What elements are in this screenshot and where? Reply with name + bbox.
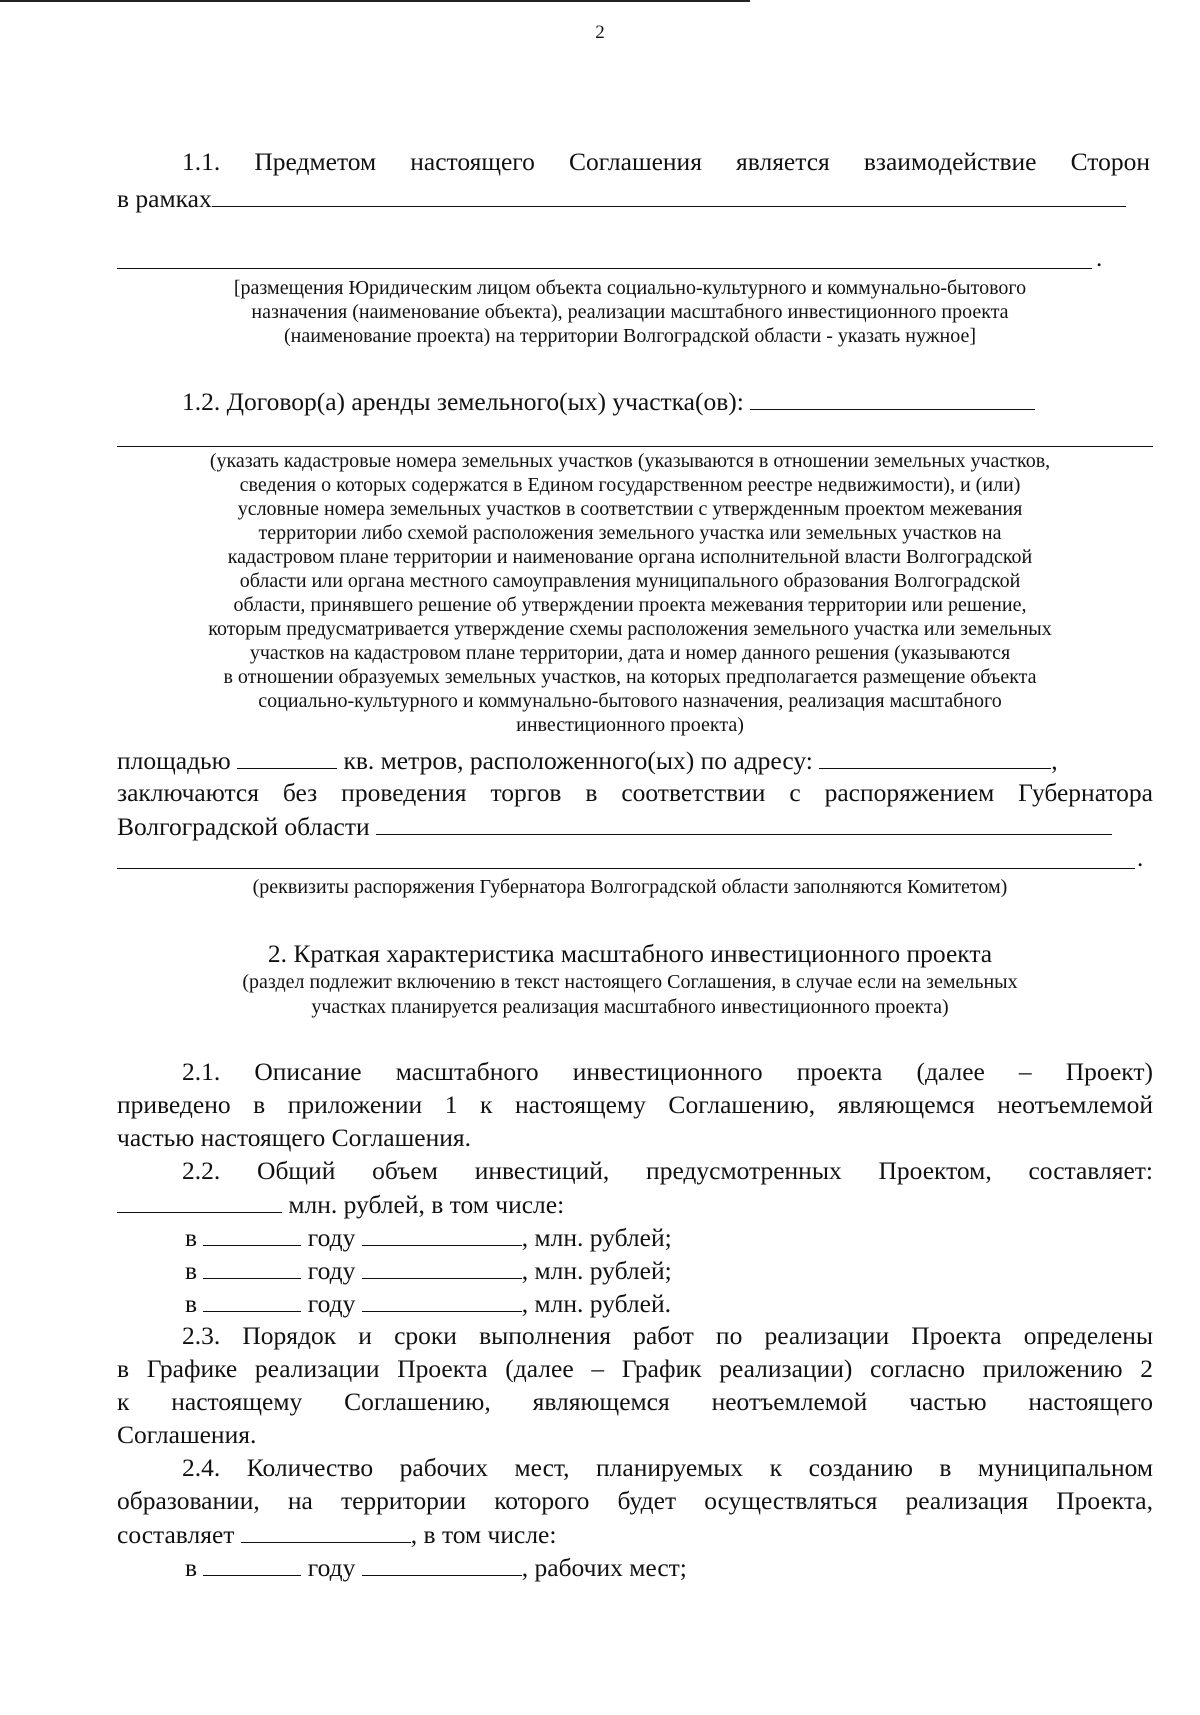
clause-1-2-label: 1.2. Договор(а) аренды земельного(ых) участка(ов):	[182, 387, 744, 416]
clause-1-1-note-line: (наименование проекта) на территории Волгоградской области - указать нужное]	[283, 325, 977, 347]
section-2-subtitle-line: (раздел подлежит включению в текст настоящего Соглашения, в случае если на земельных	[242, 971, 1018, 993]
address-blank[interactable]	[819, 744, 1051, 769]
v-tom-chisle-label: , в том числе:	[410, 1520, 557, 1549]
blank-line[interactable]	[117, 868, 1135, 869]
amount-blank[interactable]	[362, 1287, 522, 1312]
clause-2-4-line-3	[117, 1518, 556, 1551]
amount-blank[interactable]	[362, 1221, 522, 1246]
clause-2-3-line-3: к настоящему Соглашению, являющемся неотъемлемой частью настоящего	[117, 1387, 1153, 1416]
year-blank[interactable]	[203, 1254, 301, 1279]
top-border-line	[0, 0, 750, 2]
oblast-line	[117, 810, 1112, 843]
clause-1-2-note-line: участков на кадастровом плане территории, дата и номер данного решения (указываются	[249, 642, 1011, 664]
clause-1-2-note-line: условные номера земельных участков в соответствии с утвержденным проектом межевания	[237, 498, 1023, 520]
clause-1-1-line-1: 1.1. Предметом настоящего Соглашения является взаимодействие Сторон	[182, 147, 1150, 176]
clause-1-2-note-line: кадастровом плане территории и наименование органа исполнительной власти Волгоградской	[227, 546, 1033, 568]
clause-2-2-line-1: 2.2. Общий объем инвестиций, предусмотренных Проектом, составляет:	[182, 1156, 1153, 1185]
clause-1-1-note-line: назначения (наименование объекта), реализации масштабного инвестиционного проекта	[251, 301, 1009, 323]
blank-line[interactable]	[117, 446, 1153, 447]
total-investment-blank[interactable]	[117, 1188, 282, 1213]
area-blank[interactable]	[237, 744, 337, 769]
row-suffix: , рабочих мест;	[521, 1553, 687, 1582]
clause-2-2-line-2	[117, 1188, 564, 1221]
area-label: площадью	[117, 746, 231, 775]
clause-1-2-note-line: которым предусматривается утверждение схемы расположения земельного участка или земельных	[208, 618, 1052, 640]
row-suffix: , млн. рублей;	[521, 1223, 672, 1252]
amount-blank[interactable]	[362, 1254, 522, 1279]
godu-label: году	[307, 1553, 356, 1582]
area-line	[117, 744, 1058, 777]
comma-mark: ,	[1051, 746, 1058, 775]
clause-2-3-line-1: 2.3. Порядок и сроки выполнения работ по реализации Проекта определены	[182, 1321, 1153, 1350]
godu-label: году	[307, 1289, 356, 1318]
v-label: в	[185, 1256, 198, 1285]
section-2-subtitle-line: участках планируется реализация масштабного инвестиционного проекта)	[311, 996, 949, 1018]
clause-1-2-note-line: области или органа местного самоуправления муниципального образования Волгоградской	[239, 570, 1021, 592]
period-mark: .	[1137, 845, 1144, 872]
clause-1-2-note-line: в отношении образуемых земельных участков, на которых предполагается размещение объекта	[223, 666, 1037, 688]
clause-2-4-line-1: 2.4. Количество рабочих мест, планируемых к созданию в муниципальном	[182, 1453, 1153, 1482]
address-label: кв. метров, расположенного(ых) по адресу:	[343, 746, 813, 775]
year-blank[interactable]	[203, 1221, 301, 1246]
oblast-label: Волгоградской области	[117, 812, 370, 841]
clause-2-1-line-1: 2.1. Описание масштабного инвестиционного проекта (далее – Проект)	[182, 1057, 1153, 1086]
sostavlyaet-label: составляет	[117, 1520, 235, 1549]
blank-field[interactable]	[212, 182, 1126, 207]
clause-1-2-line-1	[182, 385, 1035, 418]
v-ramkah-label: в рамках	[117, 184, 212, 213]
clause-2-4-line-2: образовании, на территории которого будет осуществляться реализация Проекта,	[117, 1486, 1153, 1515]
clause-1-1-note-line: [размещения Юридическим лицом объекта социально-культурного и коммунально-бытового	[233, 277, 1027, 299]
clause-1-2-note-line: (указать кадастровые номера земельных участков (указываются в отношении земельных участков,	[209, 450, 1051, 472]
godu-label: году	[307, 1256, 356, 1285]
clause-2-1-line-3: частью настоящего Соглашения.	[117, 1123, 471, 1152]
clause-1-2-note-line: социально-культурного и коммунально-бытового назначения, реализация масштабного	[258, 690, 1002, 712]
investment-year-row	[185, 1254, 672, 1287]
page-number: 2	[595, 22, 605, 43]
row-suffix: , млн. рублей;	[521, 1256, 672, 1285]
period-mark: .	[1096, 245, 1103, 272]
clause-1-2-note-line: территории либо схемой расположения земельного участка или земельных участков на	[258, 522, 1002, 544]
year-blank[interactable]	[203, 1287, 301, 1312]
requisites-note: (реквизиты распоряжения Губернатора Волгоградской области заполняются Комитетом)	[252, 876, 1008, 898]
godu-label: году	[307, 1223, 356, 1252]
year-blank[interactable]	[203, 1551, 301, 1576]
v-label: в	[185, 1289, 198, 1318]
clause-1-2-note-line: области, принявшего решение об утверждении проекта межевания территории или решение,	[233, 594, 1027, 616]
blank-field[interactable]	[750, 385, 1035, 410]
jobs-total-blank[interactable]	[241, 1518, 411, 1543]
investment-year-row	[185, 1287, 671, 1320]
decree-blank[interactable]	[376, 810, 1112, 835]
jobs-blank[interactable]	[362, 1551, 522, 1576]
v-label: в	[185, 1553, 198, 1582]
clause-1-1-line-2	[117, 182, 1126, 215]
row-suffix: , млн. рублей.	[521, 1289, 671, 1318]
clause-1-2-note-line: сведения о которых содержатся в Едином государственном реестре недвижимости), и (или)	[239, 474, 1021, 496]
v-label: в	[185, 1223, 198, 1252]
investment-year-row	[185, 1221, 672, 1254]
total-investment-label: млн. рублей, в том числе:	[288, 1190, 565, 1219]
clause-1-2-note-line: инвестиционного проекта)	[516, 714, 744, 736]
torgi-line: заключаются без проведения торгов в соответствии с распоряжением Губернатора	[117, 778, 1153, 807]
clause-2-3-line-4: Соглашения.	[117, 1420, 257, 1449]
blank-line[interactable]	[117, 268, 1092, 269]
jobs-year-row	[185, 1551, 687, 1584]
section-2-title: 2. Краткая характеристика масштабного инвестиционного проекта	[267, 939, 993, 968]
clause-2-3-line-2: в Графике реализации Проекта (далее – График реализации) согласно приложению 2	[117, 1354, 1153, 1383]
clause-2-1-line-2: приведено в приложении 1 к настоящему Соглашению, являющемся неотъемлемой	[117, 1090, 1153, 1119]
